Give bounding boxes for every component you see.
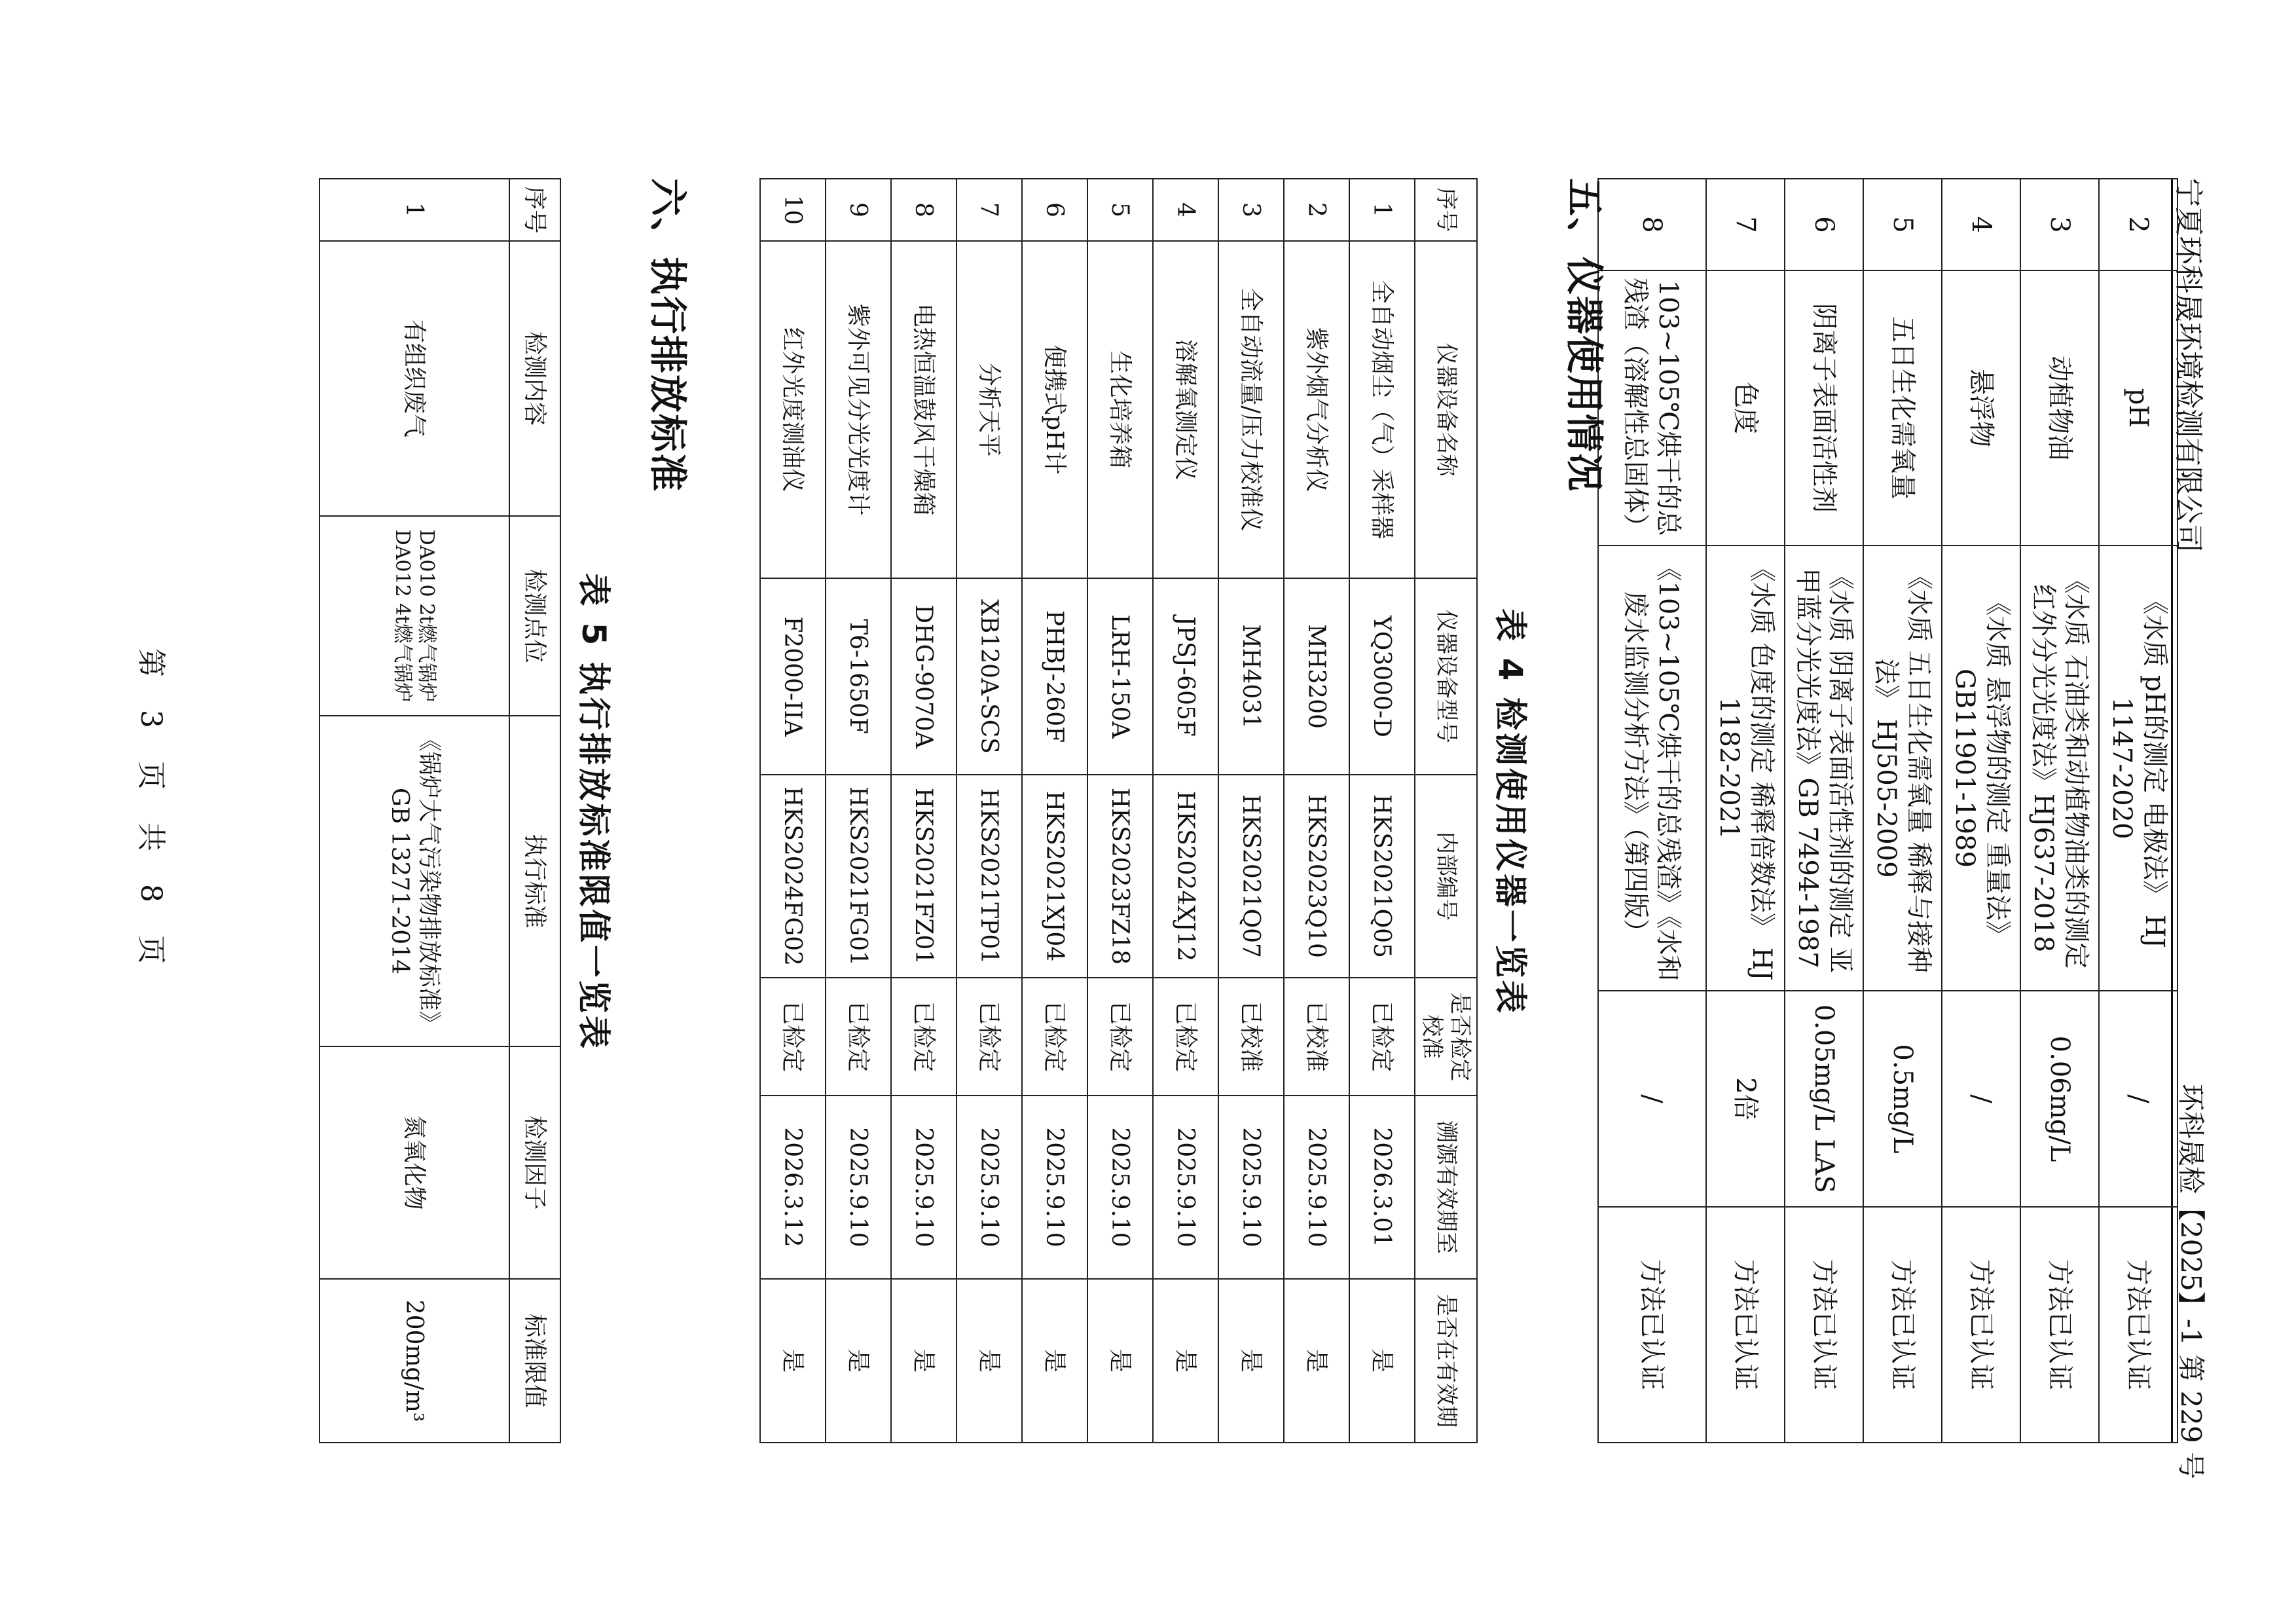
table-row: [1942, 179, 2020, 1443]
emission-standard-table: [319, 178, 561, 1443]
table-4-caption: 表 4 检测使用仪器一览表: [1491, 608, 1529, 1016]
cell-valid-until: 2025.9.10: [1218, 1096, 1284, 1279]
cell-status: 方法已认证: [1706, 1207, 1785, 1443]
cell-standard: 《锅炉大气污染物排放标准》GB 13271-2014: [319, 716, 509, 1046]
cell-name: 紫外可见分光光度计: [826, 241, 891, 578]
cell-calib: 已检定: [826, 978, 891, 1096]
cell-no: 1: [319, 179, 509, 241]
cell-code: HKS2021Q05: [1349, 775, 1415, 978]
cell-calib: 已检定: [1349, 978, 1415, 1096]
cell-item: pH: [2099, 270, 2178, 545]
cell-item: 色度: [1706, 270, 1785, 545]
table-row: [2020, 179, 2099, 1443]
cell-in-valid: 是: [1284, 1279, 1349, 1443]
methods-table: [1597, 178, 2178, 1443]
cell-calib: 已检定: [1022, 978, 1087, 1096]
instrument-table: [759, 178, 1478, 1443]
header-limit: 标准限值: [509, 1279, 560, 1443]
table-row: [1022, 179, 1087, 1443]
cell-code: HKS2023FZ18: [1087, 775, 1153, 978]
table-row: [891, 179, 957, 1443]
cell-item: 阴离子表面活性剂: [1785, 270, 1863, 545]
cell-limit: /: [1942, 991, 2020, 1207]
cell-method: 《水质 石油类和动植物油类的测定 红外分光光度法》HJ637-2018: [2020, 545, 2099, 991]
cell-valid-until: 2025.9.10: [826, 1096, 891, 1279]
cell-calib: 已检定: [1153, 978, 1218, 1096]
cell-calib: 已校准: [1218, 978, 1284, 1096]
cell-valid-until: 2025.9.10: [1153, 1096, 1218, 1279]
header-in-valid: 是否在有效期: [1415, 1279, 1477, 1443]
table-row: [1349, 179, 1415, 1443]
cell-valid-until: 2025.9.10: [957, 1096, 1022, 1279]
cell-code: HKS2021FG01: [826, 775, 891, 978]
table-header-row: [1415, 179, 1477, 1443]
cell-no: 8: [891, 179, 957, 241]
header-standard: 执行标准: [509, 716, 560, 1046]
cell-code: HKS2024FG02: [760, 775, 826, 978]
cell-valid-until: 2025.9.10: [1022, 1096, 1087, 1279]
cell-no: 9: [826, 179, 891, 241]
cell-factor: 氮氧化物: [319, 1046, 509, 1279]
cell-item: 五日生化需氧量: [1863, 270, 1942, 545]
cell-limit: /: [1598, 991, 1706, 1207]
cell-in-valid: 是: [891, 1279, 957, 1443]
cell-valid-until: 2025.9.10: [1087, 1096, 1153, 1279]
header-calib: 是否检定校准: [1415, 978, 1477, 1096]
cell-no: 1: [1349, 179, 1415, 241]
cell-model: XB120A-SCS: [957, 578, 1022, 775]
cell-code: HKS2021TP01: [957, 775, 1022, 978]
cell-item: 103~105℃烘干的总残渣（溶解性总固体）: [1598, 270, 1706, 545]
cell-in-valid: 是: [1153, 1279, 1218, 1443]
cell-no: 6: [1785, 179, 1863, 270]
cell-method: 《水质 pH的测定 电极法》 HJ 1147-2020: [2099, 545, 2178, 991]
cell-valid-until: 2025.9.10: [1284, 1096, 1349, 1279]
table-row: [1785, 179, 1863, 1443]
cell-name: 溶解氧测定仪: [1153, 241, 1218, 578]
cell-model: LRH-150A: [1087, 578, 1153, 775]
cell-name: 分析天平: [957, 241, 1022, 578]
cell-no: 5: [1863, 179, 1942, 270]
cell-model: F2000-IIA: [760, 578, 826, 775]
header-no: 序号: [509, 179, 560, 241]
cell-name: 电热恒温鼓风干燥箱: [891, 241, 957, 578]
table-5-caption: 表 5 执行排放标准限值一览表: [575, 573, 613, 1051]
cell-valid-until: 2026.3.12: [760, 1096, 826, 1279]
header-factor: 检测因子: [509, 1046, 560, 1279]
table-row: [1863, 179, 1942, 1443]
cell-method: 《水质 悬浮物的测定 重量法》 GB11901-1989: [1942, 545, 2020, 991]
page-number: 第 3 页 共 8 页: [134, 648, 168, 976]
cell-limit: 0.5mg/L: [1863, 991, 1942, 1207]
cell-code: HKS2021Q07: [1218, 775, 1284, 978]
cell-calib: 已检定: [957, 978, 1022, 1096]
cell-method: 《水质 色度的测定 稀释倍数法》 HJ 1182-2021: [1706, 545, 1785, 991]
header-valid-until: 溯源有效期至: [1415, 1096, 1477, 1279]
cell-valid-until: 2025.9.10: [891, 1096, 957, 1279]
cell-in-valid: 是: [1022, 1279, 1087, 1443]
cell-in-valid: 是: [826, 1279, 891, 1443]
table-row: [2099, 179, 2178, 1443]
table-row: [1087, 179, 1153, 1443]
cell-method: 《水质 五日生化需氧量 稀释与接种法》 HJ505-2009: [1863, 545, 1942, 991]
cell-no: 5: [1087, 179, 1153, 241]
cell-model: YQ3000-D: [1349, 578, 1415, 775]
cell-name: 红外光度测油仪: [760, 241, 826, 578]
cell-status: 方法已认证: [2099, 1207, 2178, 1443]
cell-status: 方法已认证: [2020, 1207, 2099, 1443]
header-points: 检测点位: [509, 516, 560, 716]
cell-code: HKS2021XJ04: [1022, 775, 1087, 978]
cell-limit: 200mg/m³: [319, 1279, 509, 1443]
cell-in-valid: 是: [957, 1279, 1022, 1443]
cell-limit: 2倍: [1706, 991, 1785, 1207]
header-model: 仪器设备型号: [1415, 578, 1477, 775]
cell-status: 方法已认证: [1863, 1207, 1942, 1443]
cell-no: 4: [1942, 179, 2020, 270]
table-row: [826, 179, 891, 1443]
table-row: [319, 179, 509, 1443]
table-row: [760, 179, 826, 1443]
cell-no: 2: [2099, 179, 2178, 270]
table-row: [1706, 179, 1785, 1443]
cell-content: 有组织废气: [319, 241, 509, 516]
cell-method: 《103~105℃烘干的总残渣》《水和废水监测分析方法》（第四版）: [1598, 545, 1706, 991]
cell-no: 2: [1284, 179, 1349, 241]
cell-no: 8: [1598, 179, 1706, 270]
cell-name: 全自动烟尘（气）采样器: [1349, 241, 1415, 578]
cell-no: 4: [1153, 179, 1218, 241]
cell-item: 悬浮物: [1942, 270, 2020, 545]
cell-calib: 已检定: [1087, 978, 1153, 1096]
cell-no: 7: [1706, 179, 1785, 270]
header-content: 检测内容: [509, 241, 560, 516]
cell-valid-until: 2026.3.01: [1349, 1096, 1415, 1279]
cell-limit: 0.05mg/L LAS: [1785, 991, 1863, 1207]
cell-name: 生化培养箱: [1087, 241, 1153, 578]
cell-no: 7: [957, 179, 1022, 241]
cell-no: 3: [1218, 179, 1284, 241]
cell-in-valid: 是: [1349, 1279, 1415, 1443]
section-5-title: 五、仪器使用情况: [1562, 178, 1607, 493]
cell-status: 方法已认证: [1598, 1207, 1706, 1443]
cell-calib: 已检定: [760, 978, 826, 1096]
cell-item: 动植物油: [2020, 270, 2099, 545]
cell-name: 紫外烟气分析仪: [1284, 241, 1349, 578]
table-header-row: [509, 179, 560, 1443]
cell-model: MH3200: [1284, 578, 1349, 775]
cell-model: JPSJ-605F: [1153, 578, 1218, 775]
cell-name: 全自动流量/压力校准仪: [1218, 241, 1284, 578]
cell-in-valid: 是: [760, 1279, 826, 1443]
table-row: [1153, 179, 1218, 1443]
cell-code: HKS2021FZ01: [891, 775, 957, 978]
section-6-title: 六、执行排放标准: [646, 178, 690, 493]
cell-no: 10: [760, 179, 826, 241]
cell-model: DHG-9070A: [891, 578, 957, 775]
cell-calib: 已检定: [891, 978, 957, 1096]
cell-points: DA010 2t燃气锅炉 DA012 4t燃气锅炉: [319, 516, 509, 716]
header-name: 仪器设备名称: [1415, 241, 1477, 578]
table-row: [957, 179, 1022, 1443]
report-number: 环科晟检【2025】-1 第 229 号: [2175, 1084, 2207, 1480]
cell-in-valid: 是: [1087, 1279, 1153, 1443]
header-no: 序号: [1415, 179, 1477, 241]
cell-no: 3: [2020, 179, 2099, 270]
cell-calib: 已校准: [1284, 978, 1349, 1096]
cell-limit: 0.06mg/L: [2020, 991, 2099, 1207]
cell-model: PHBJ-260F: [1022, 578, 1087, 775]
cell-name: 便携式pH计: [1022, 241, 1087, 578]
cell-code: HKS2023Q10: [1284, 775, 1349, 978]
cell-status: 方法已认证: [1785, 1207, 1863, 1443]
header-code: 内部编号: [1415, 775, 1477, 978]
cell-code: HKS2024XJ12: [1153, 775, 1218, 978]
company-name: 宁夏环科晟环境检测有限公司: [2172, 178, 2205, 553]
table-row: [1218, 179, 1284, 1443]
cell-limit: /: [2099, 991, 2178, 1207]
cell-status: 方法已认证: [1942, 1207, 2020, 1443]
cell-model: MH4031: [1218, 578, 1284, 775]
cell-no: 6: [1022, 179, 1087, 241]
cell-model: T6-1650F: [826, 578, 891, 775]
cell-in-valid: 是: [1218, 1279, 1284, 1443]
cell-method: 《水质 阴离子表面活性剂的测定 亚甲蓝分光光度法》GB 7494-1987: [1785, 545, 1863, 991]
table-row: [1284, 179, 1349, 1443]
